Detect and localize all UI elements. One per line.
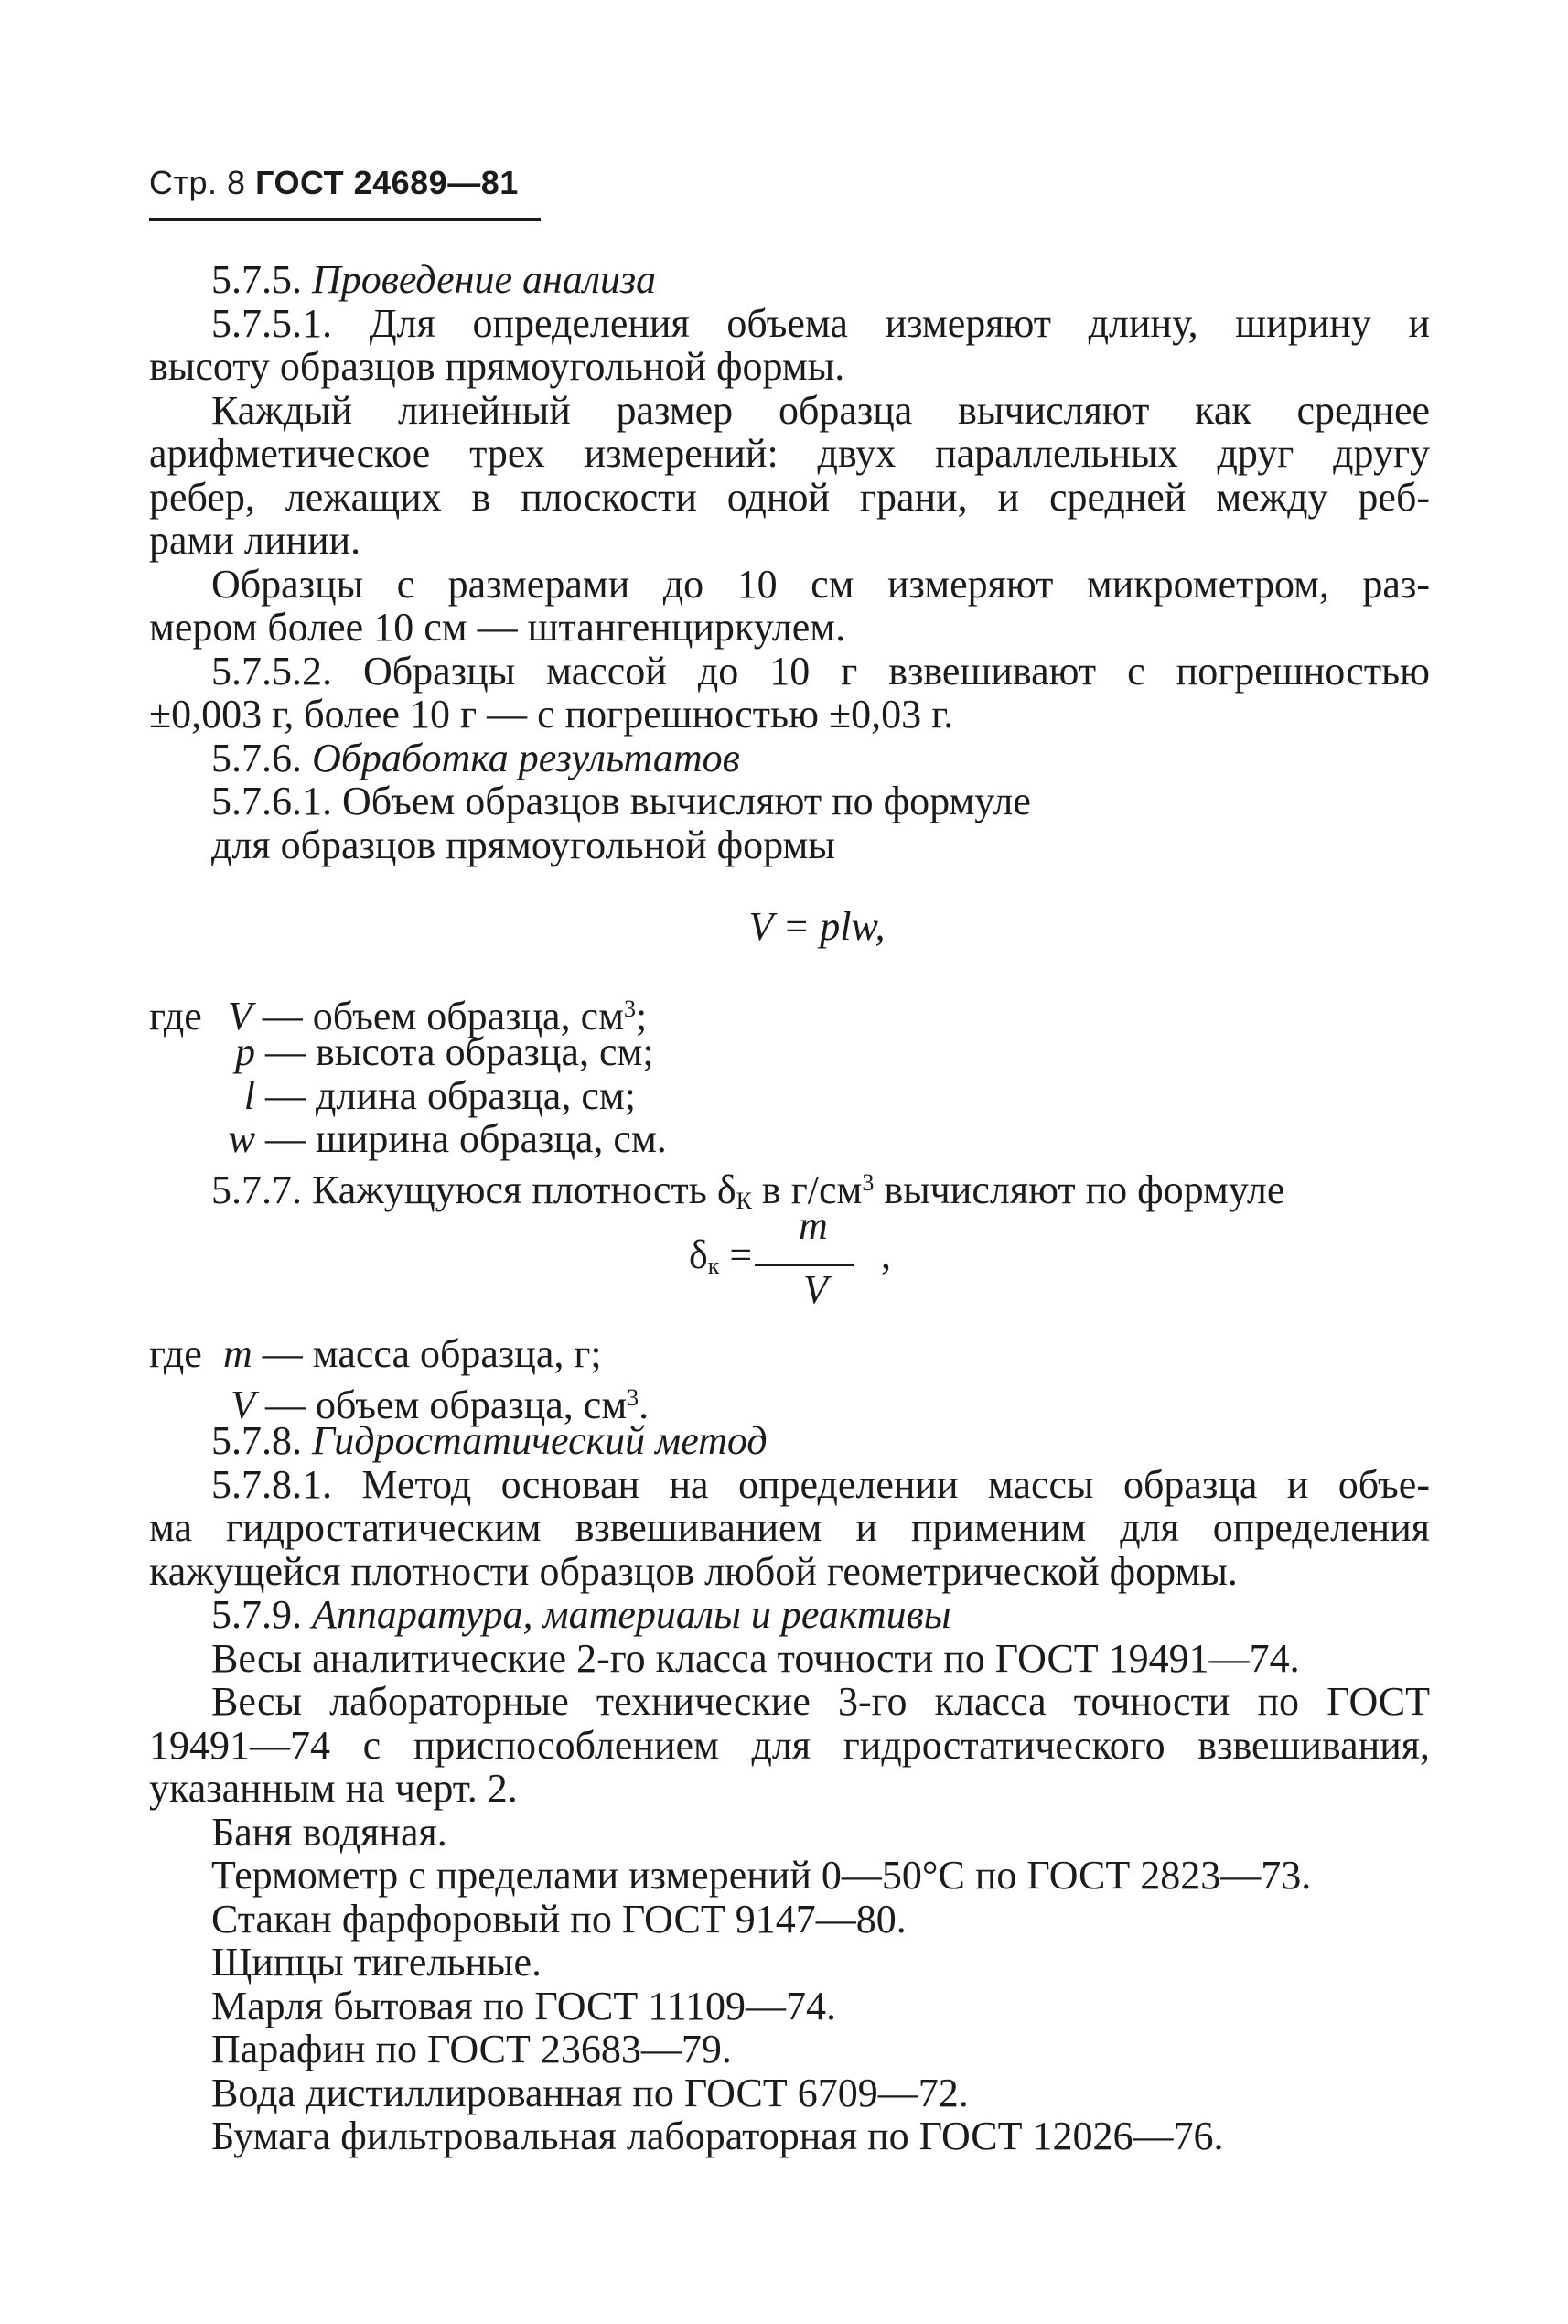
header-rule <box>149 218 541 221</box>
text-line: арифметическое трех измерений: двух параллельных друг другу <box>149 431 1430 476</box>
text-line: 5.7.8.1. Метод основан на определении массы образца и объе- <box>211 1461 1430 1507</box>
fraction-bar <box>755 1264 854 1266</box>
list-item: Термометр с пределами измерений 0—50°С по ГОСТ 2823—73. <box>211 1853 1312 1898</box>
section-heading: 5.7.6. Обработка результатов <box>211 735 740 780</box>
volume-formula: V = plw, <box>748 904 886 949</box>
text-line: 5.7.5.1. Для определения объема измеряют длину, ширину и <box>211 300 1430 346</box>
text-line: высоту образцов прямоугольной формы. <box>149 344 845 389</box>
list-item: Баня водяная. <box>211 1809 447 1855</box>
list-item: Парафин по ГОСТ 23683—79. <box>211 2027 732 2071</box>
text-line: Весы аналитические 2-го класса точности по ГОСТ 19491—74. <box>211 1635 1300 1681</box>
list-item: Бумага фильтровальная лабораторная по ГОСТ 12026—76. <box>211 2114 1224 2158</box>
fraction-denominator: V <box>803 1267 828 1312</box>
text-line: Каждый линейный размер образца вычисляют как среднее <box>211 387 1430 433</box>
text-line: ±0,003 г, более 10 г — с погрешностью ±0,03 г. <box>149 692 954 737</box>
where-line: p — высота образца, см; <box>235 1029 654 1074</box>
text-line: указанным на черт. 2. <box>149 1766 518 1811</box>
list-item: Щипцы тигельные. <box>211 1940 542 1985</box>
text-line: 5.7.6.1. Объем образцов вычисляют по формуле <box>211 779 1031 823</box>
text-line: 19491—74 с приспособлением для гидростатического взвешивания, <box>149 1722 1430 1768</box>
section-heading: 5.7.5. Проведение анализа <box>211 257 657 302</box>
page-header <box>149 163 519 203</box>
text-line: ма гидростатическим взвешиванием и применим для определения <box>149 1505 1430 1550</box>
text-line: мером более 10 см — штангенциркулем. <box>149 605 846 650</box>
text-line: для образцов прямоугольной формы <box>211 822 835 867</box>
where-line: V — объем образца, $см^3$. <box>231 1382 650 1427</box>
page-number: Стр. 8 <box>149 164 246 201</box>
density-formula: $\delta_к$ = m V , <box>689 1203 891 1312</box>
section-heading: 5.7.9. Аппаратура, материалы и реактивы <box>211 1592 951 1637</box>
fraction-numerator: m <box>799 1203 828 1248</box>
document-body <box>149 258 1430 2158</box>
text-line: Весы лабораторные технические 3-го класса точности по ГОСТ <box>211 1679 1430 1724</box>
where-line: w — ширина образца, см. <box>228 1116 667 1161</box>
text-line: ребер, лежащих в плоскости одной грани, и средней между реб- <box>149 474 1430 520</box>
list-item: Стакан фарфоровый по ГОСТ 9147—80. <box>211 1896 907 1942</box>
formula-lhs: $\delta_к$ = <box>689 1232 753 1279</box>
text-line: кажущейся плотности образцов любой геометрической формы. <box>149 1548 1238 1594</box>
text-line: 5.7.5.2. Образцы массой до 10 г взвешивают с погрешностью <box>211 648 1430 694</box>
text-line: 5.7.7. Кажущуюся плотность $\delta_К$ в $г/см^3$ вычисляют по формуле <box>211 1167 1285 1214</box>
where-line: l — длина образца, см; <box>243 1072 636 1118</box>
text-line: рами линии. <box>149 518 361 563</box>
section-heading: 5.7.8. Гидростатический метод <box>211 1418 768 1463</box>
text-line: Образцы с размерами до 10 см измеряют микрометром, раз- <box>211 561 1430 607</box>
where-line: где m — масса образца, г; <box>149 1331 602 1376</box>
list-item: Вода дистиллированная по ГОСТ 6709—72. <box>211 2070 969 2115</box>
list-item: Марля бытовая по ГОСТ 11109—74. <box>211 1983 836 2028</box>
where-line: где V — объем образца, $см^3$; <box>149 993 648 1038</box>
standard-number: ГОСТ 24689—81 <box>255 164 519 201</box>
